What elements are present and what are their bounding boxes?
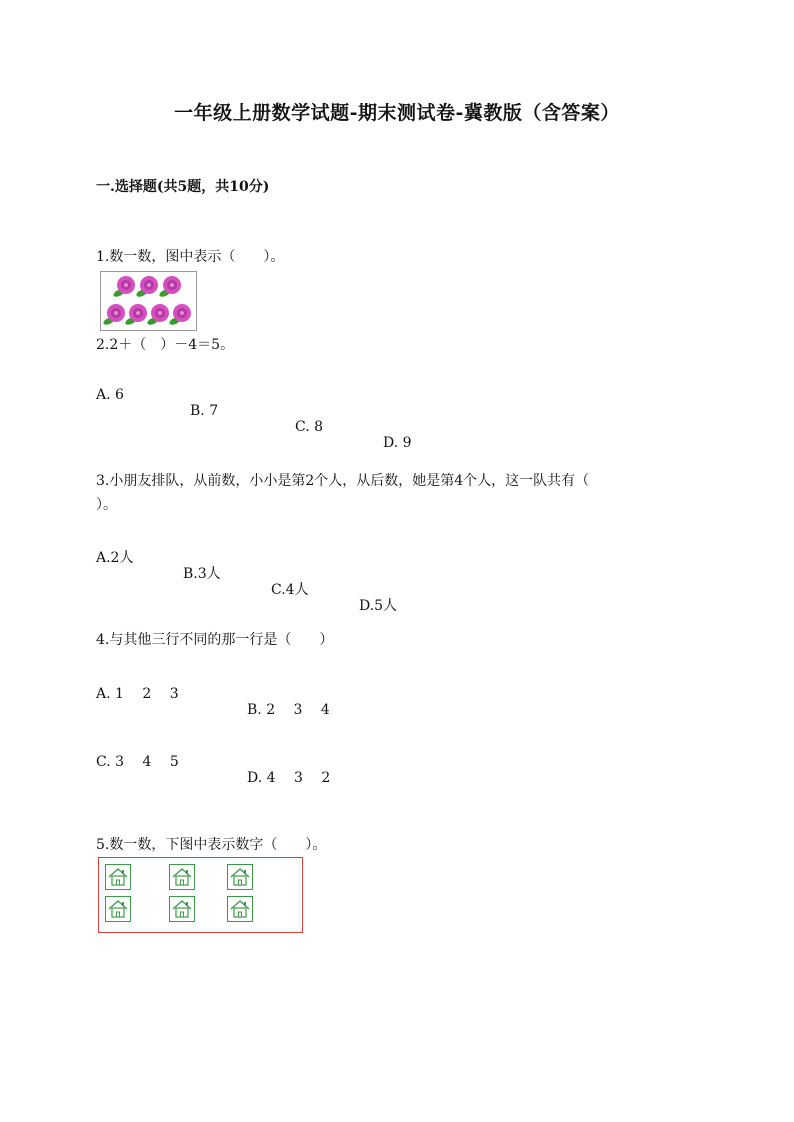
flowers-icon <box>159 274 183 300</box>
question-5: 5.数一数，下图中表示数字（ ）。 <box>96 837 327 853</box>
house-icon <box>169 864 195 890</box>
option-c: C. 8 <box>295 419 324 435</box>
question-3: 3.小朋友排队，从前数，小小是第2个人，从后数，她是第4个人，这一队共有（ <box>96 473 590 489</box>
question-4-options-row1 <box>96 667 496 718</box>
option-c: C. 3 4 5 <box>96 754 179 770</box>
flowers-icon <box>103 302 127 328</box>
option-a: A. 6 <box>96 387 124 403</box>
option-d: D. 9 <box>383 435 412 451</box>
house-icon <box>105 896 131 922</box>
flowers-icon <box>136 274 160 300</box>
page-title: 一年级上册数学试题-期末测试卷-冀教版（含答案） <box>174 102 620 124</box>
section-heading: 一.选择题(共5题，共10分) <box>96 179 270 195</box>
question-3-cont: ）。 <box>96 497 117 513</box>
option-d: D.5人 <box>359 598 398 614</box>
option-b: B.3人 <box>183 566 221 582</box>
flowers-figure <box>100 271 197 331</box>
flowers-icon <box>125 302 149 328</box>
question-2: 2.2＋（ ）－4＝5。 <box>96 337 235 353</box>
option-c: C.4人 <box>271 582 309 598</box>
flowers-icon <box>147 302 171 328</box>
question-1: 1.数一数，图中表示（ ）。 <box>96 249 285 265</box>
option-d: D. 4 3 2 <box>247 770 331 786</box>
house-icon <box>169 896 195 922</box>
option-a: A.2人 <box>96 550 134 566</box>
option-a: A. 1 2 3 <box>96 686 179 702</box>
house-icon <box>105 864 131 890</box>
house-icon <box>227 864 253 890</box>
question-3-options <box>96 531 496 614</box>
question-4: 4.与其他三行不同的那一行是（ ） <box>96 632 334 648</box>
house-icon <box>227 896 253 922</box>
flowers-icon <box>169 302 193 328</box>
flowers-icon <box>113 274 137 300</box>
option-b: B. 7 <box>190 403 219 419</box>
question-2-options <box>96 371 496 451</box>
question-4-options-row2 <box>96 735 496 786</box>
houses-figure <box>98 857 303 933</box>
option-b: B. 2 3 4 <box>247 702 330 718</box>
